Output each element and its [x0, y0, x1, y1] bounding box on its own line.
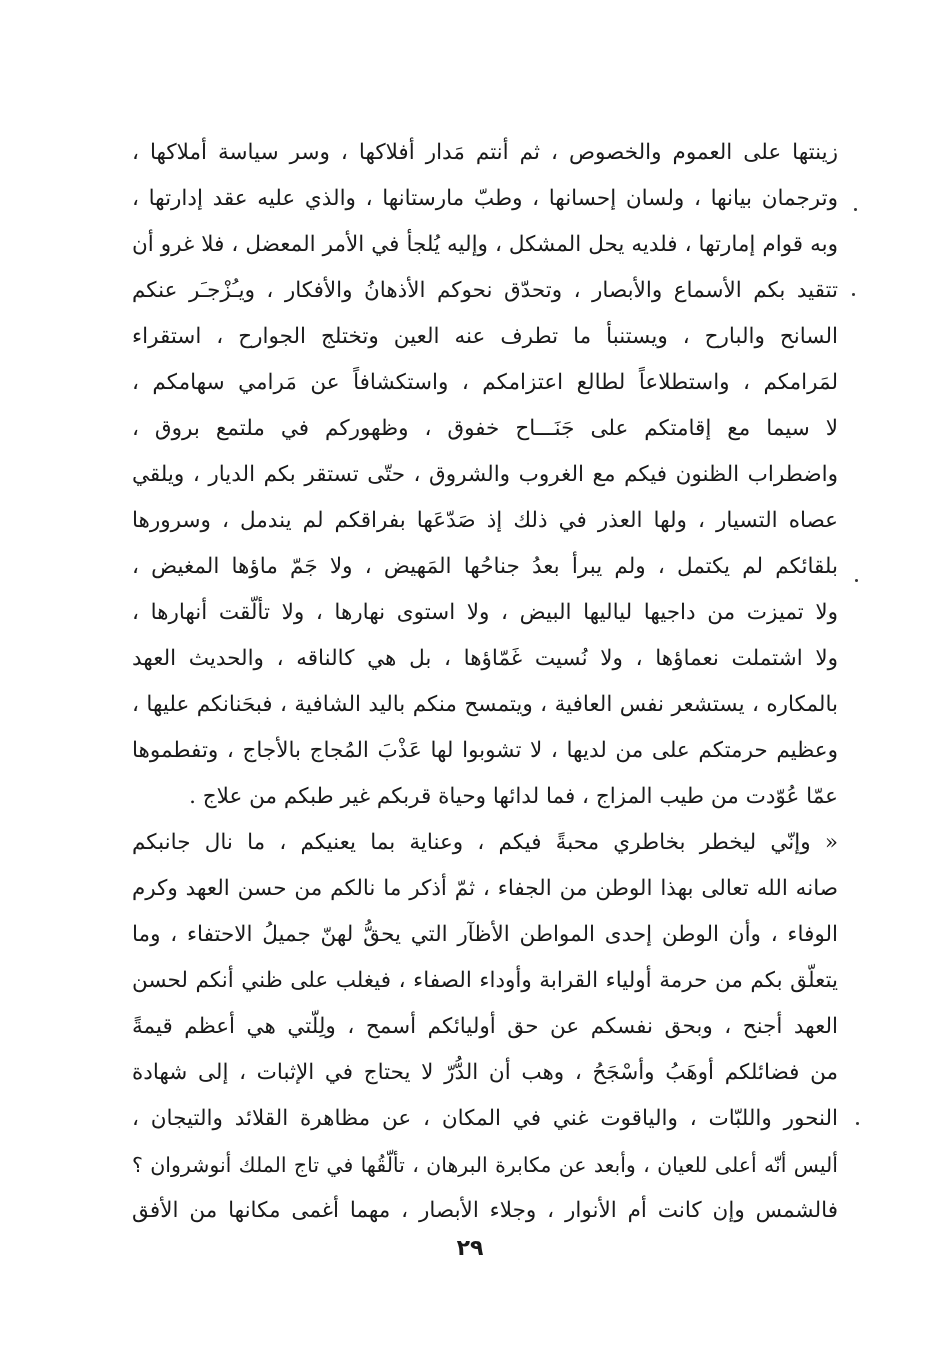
- text-line: وبه قوام إمارتها ، فلديه يحل المشكل ، وإليه يُلجأ في الأمر المعضل ، فلا غرو أن: [132, 232, 838, 257]
- text-line: وترجمان بيانها ، ولسان إحسانها ، وطبّ مارستانها ، والذي عليه عقد إدارتها ،: [132, 186, 838, 211]
- text-line: بلقائكم لم يكتمل ، ولم يبرأ بعدُ جناحُها المَهيض ، ولا جَمّ ماؤها المغيض ،: [132, 554, 838, 579]
- text-line: عمّا عُوّدت من طيب المزاج ، فما لدائها وحياة قربكم غير طبكم من علاج .: [189, 784, 838, 809]
- text-line: عصاه التسيار ، ولها العذر في ذلك إذ صَدّعَها بفراقكم لم يندمل ، وسرورها: [132, 508, 838, 533]
- scan-speck: [852, 293, 855, 296]
- body-text: [132, 130, 838, 1234]
- text-line: صانه الله تعالى بهذا الوطن من الجفاء ، ثمّ أذكر ما نالكم من حسن العهد وكرم: [132, 876, 838, 901]
- text-line: أليس أنّه أعلى للعيان ، وأبعد عن مكابرة البرهان ، تألّقُها في تاج الملك أنوشروان ؟: [132, 1153, 838, 1177]
- text-line: من فضائلكم أوهَبُ وأسْجَحُ ، وهب أن الدُّرّ لا يحتاج في الإثبات ، إلى شهادة: [132, 1060, 838, 1085]
- text-line: يتعلّق بكم من حرمة أولياء القرابة وأوداء الصفاء ، فيغلب على ظني أنكم لحسن: [132, 968, 838, 993]
- text-line: بالمكاره ، يستشعر نفس العافية ، ويتمسح منكم باليد الشافية ، فبحَنانكم عليها ،: [132, 692, 838, 717]
- text-line: ولا اشتملت نعماؤها ، ولا نُسيت غَمّاؤها ، بل هي كالناقه ، والحديث العهد: [132, 646, 838, 671]
- text-line: لا سيما مع إقامتكم على جَنَـــاح خفوق ، وظهوركم في ملتمع بروق ،: [132, 416, 838, 441]
- scan-speck: [855, 579, 858, 582]
- text-line: العهد أجنح ، وبحق نفسكم عن حق أوليائكم أسمح ، ولِلّتي هي أعظم قيمةً: [132, 1014, 838, 1039]
- text-line: وعظيم حرمتكم على من لديها ، لا تشوبوا لها عَذْبَ المُجاج بالأجاج ، وتفطموها: [132, 738, 838, 763]
- text-line: الوفاء ، وأن الوطن إحدى المواطن الأظآر التي يحقُّ لهنّ جميلُ الاحتفاء ، وما: [132, 922, 838, 947]
- text-line: زينتها على العموم والخصوص ، ثم أنتم مَدار أفلاكها ، وسر سياسة أملاكها ،: [132, 140, 838, 165]
- text-line: واضطراب الظنون فيكم مع الغروب والشروق ، حتّى تستقر بكم الديار ، ويلقي: [132, 462, 838, 487]
- text-line: « وإنّي ليخطر بخاطري محبةً فيكم ، وعناية بما يعنيكم ، ما نال جانبكم: [132, 830, 838, 855]
- scan-speck: [854, 208, 857, 211]
- scan-speck: [856, 1122, 859, 1125]
- text-line: تتقيد بكم الأسماع والأبصار ، وتحدّق نحوكم الأذهانُ والأفكار ، ويـُزْجـَر عنكم: [132, 278, 838, 303]
- text-line: النحور واللبّات ، والياقوت غني في المكان ، عن مظاهرة القلائد والتيجان ،: [132, 1106, 838, 1131]
- text-line: فالشمس وإن كانت أم الأنوار ، وجلاء الأبصار ، مهما أغمى مكانها من الأفق: [132, 1198, 838, 1223]
- text-line: لمَرامكم ، واستطلاعاً لطالع اعتزامكم ، واستكشافاً عن مَرامي سهامكم ،: [132, 370, 838, 395]
- page-number: ٢٩: [456, 1236, 484, 1261]
- text-line: ولا تميزت من داجيها لياليها البيض ، ولا استوى نهارها ، ولا تألّقت أنهارها ،: [132, 600, 838, 625]
- text-line: السانح والبارح ، ويستنبأ ما تطرف عنه العين وتختلج الجوارح ، استقراء: [132, 324, 838, 349]
